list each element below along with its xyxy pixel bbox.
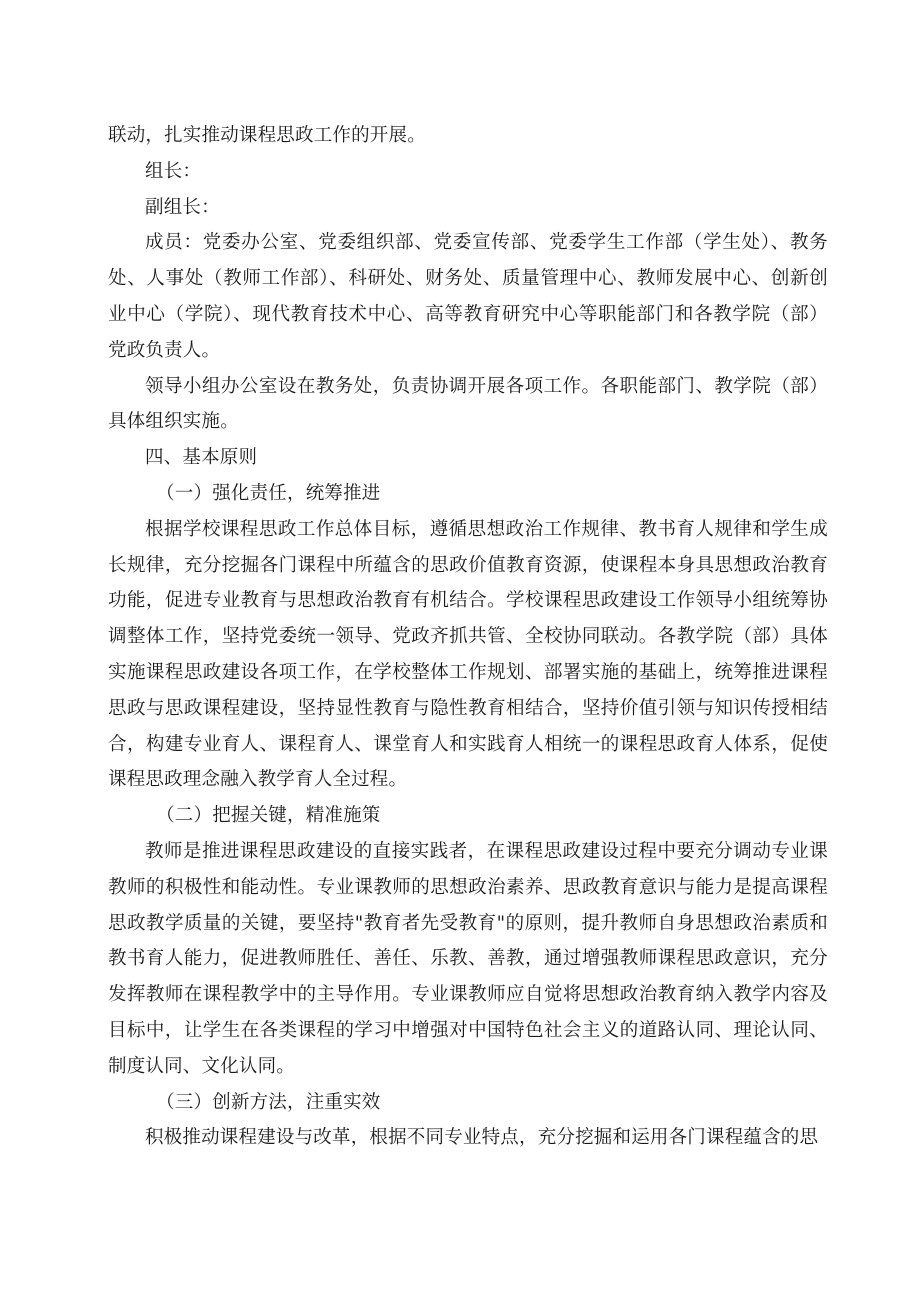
paragraph-teachers: 教师是推进课程思政建设的直接实践者，在课程思政建设过程中要充分调动专业课教师的积极性和能动性。专业课教师的思想政治素养、思政教育意识与能力是提高课程思政教学质量的关键，要坚持"教育者先受教育"的原则，提升教师自身思想政治素质和教书育人能力，促进教师胜任、善任、乐教、善教，通过增强教师课程思政意识，充分发挥教师在课程教学中的主导作用。专业课教师应自觉将思想政治教育纳入教学内容及目标中，让学生在各类课程的学习中增强对中国特色社会主义的道路认同、理论认同、制度认同、文化认同。 [108, 840, 828, 1077]
section-heading-basic-principles: 四、基本原则 [145, 447, 258, 469]
paragraph-continuation: 联动，扎实推动课程思政工作的开展。 [108, 125, 426, 146]
subheading-innovation: （三）创新方法，注重实效 [156, 1091, 381, 1113]
document-body [108, 118, 828, 1156]
subheading-key-points: （二）把握关键，精准施策 [156, 805, 381, 827]
paragraph-course-reform: 积极推动课程建设与改革，根据不同专业特点，充分挖掘和运用各门课程蕴含的思 [145, 1127, 819, 1149]
paragraph-members: 成员：党委办公室、党委组织部、党委宣传部、党委学生工作部（学生处）、教务处、人事处（教师工作部）、科研处、财务处、质量管理中心、教师发展中心、创新创业中心（学院）、现代教育技术中心、高等教育研究中心等职能部门和各教学院（部）党政负责人。 [108, 232, 828, 361]
paragraph-group-leader: 组长： [145, 160, 202, 182]
paragraph-responsibility: 根据学校课程思政工作总体目标，遵循思想政治工作规律、教书育人规律和学生成长规律，充分挖掘各门课程中所蕴含的思政价值教育资源，使课程本身具思想政治教育功能，促进专业教育与思想政治教育有机结合。学校课程思政建设工作领导小组统筹协调整体工作，坚持党委统一领导、党政齐抓共管、全校协同联动。各教学院（部）具体实施课程思政建设各项工作，在学校整体工作规划、部署实施的基础上，统筹推进课程思政与思政课程建设，坚持显性教育与隐性教育相结合，坚持价值引领与知识传授相结合，构建专业育人、课程育人、课堂育人和实践育人相统一的课程思政育人体系，促使课程思政理念融入教学育人全过程。 [108, 518, 828, 791]
paragraph-deputy-leader: 副组长： [145, 196, 220, 218]
subheading-responsibility: （一）强化责任，统筹推进 [156, 482, 381, 504]
paragraph-office: 领导小组办公室设在教务处，负责协调开展各项工作。各职能部门、教学院（部）具体组织实施。 [108, 375, 828, 433]
